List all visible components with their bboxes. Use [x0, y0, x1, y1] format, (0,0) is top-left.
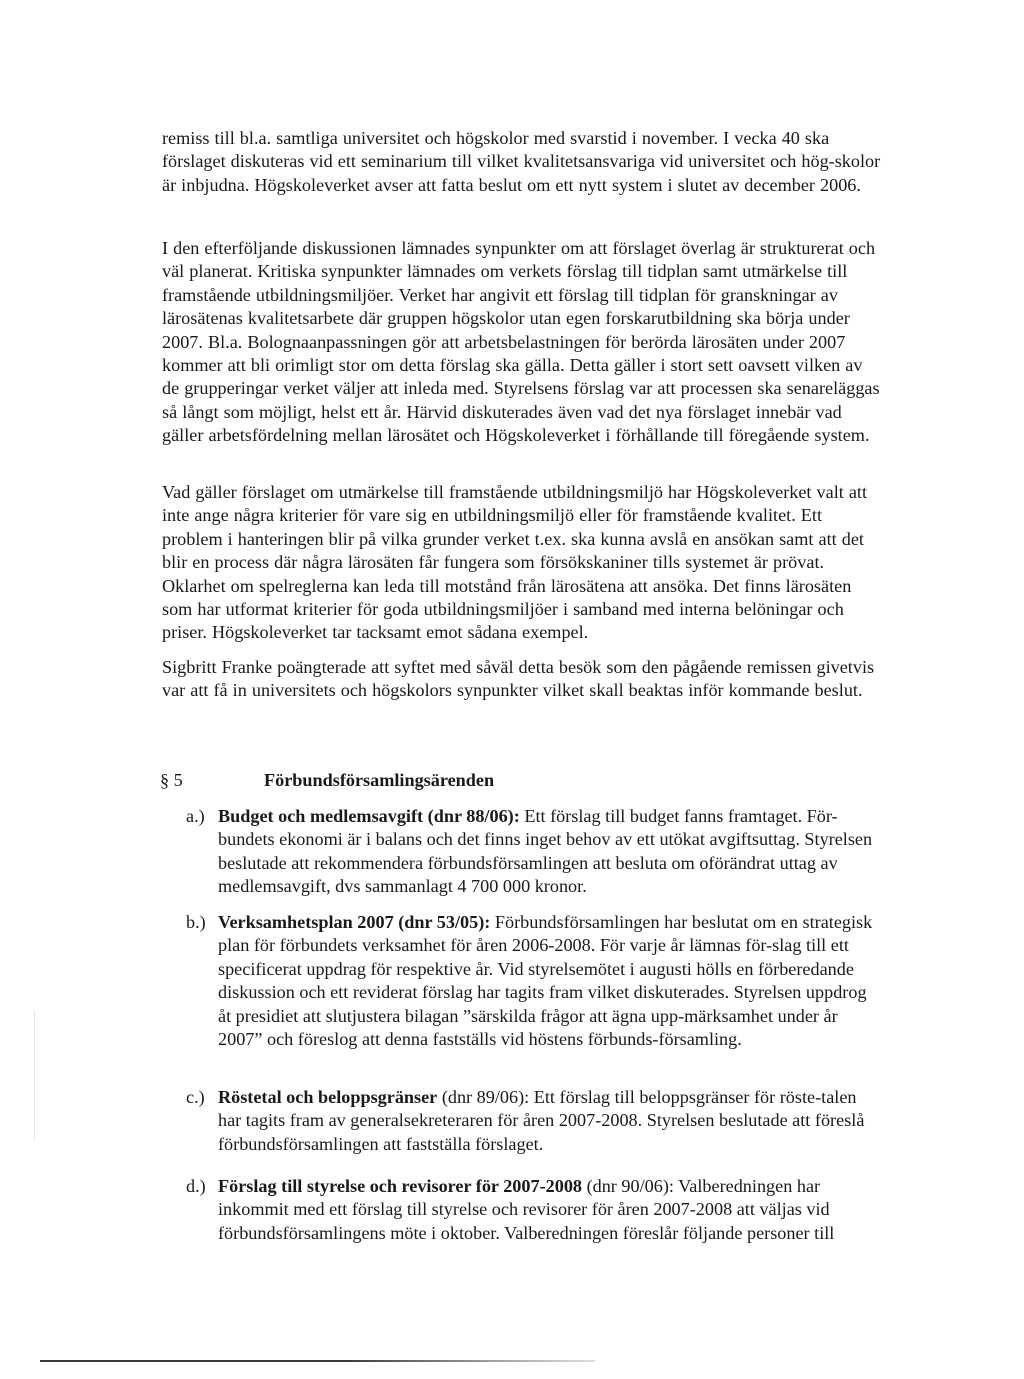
section-number: § 5 — [160, 770, 183, 790]
item-heading: Röstetal och beloppsgränser — [218, 1087, 438, 1107]
section-title: Förbundsförsamlingsärenden — [264, 770, 495, 790]
item-text: Valberedningen har inkommit med ett förslag till styrelse och revisorer för åren 2007-2008 att väljas vid förbundsförsamlingens möte i oktober. Valberedningen föreslår följande personer till — [218, 1176, 835, 1243]
item-body — [218, 1086, 878, 1156]
item-ref: (dnr 53/05): — [393, 912, 491, 932]
item-body — [218, 911, 878, 1051]
item-letter: d.) — [186, 1176, 206, 1196]
footer-rule — [40, 1360, 595, 1362]
item-ref: (dnr 90/06): — [582, 1176, 674, 1196]
paragraph-discussion: I den efterföljande diskussionen lämnades synpunkter om att förslaget överlag är strukturerat och väl planerat. Kritiska synpunkter lämnades om verkets förslag till tidplan samt utmärkelse till framstående utbildningsmiljöer. Verket har angivit ett förslag till tidplan för granskningar av lärosätenas kvalitetsarbete där gruppen högskolor utan egen forskarutbildning ska börja under 2007. Bl.a. Bolognaanpassningen gör att arbetsbelastningen för berörda lärosäten under 2007 kommer att bli orimligt stor om detta förslag ska gälla. Detta gäller i stort sett oavsett vilken av de grupperingar verket väljer att inleda med. Styrelsens förslag var att processen ska senareläggas så långt som möjligt, helst ett år. Härvid diskuterades även vad det nya förslaget innebär vad gäller arbetsfördelning mellan lärosätet och Högskoleverket i förhållande till föregående system. — [162, 238, 880, 446]
section-heading — [160, 768, 880, 792]
item-text: Förbundsförsamlingen har beslutat om en strategisk plan för förbundets verksamhet för åren 2006-2008. För varje år lämnas för-slag till ett specificerat uppdrag för respektive år. Vid styrelsemötet i augusti hölls en förberedande diskussion och ett reviderat förslag har tagits fram vilket diskuterades. Styrelsen uppdrog åt presidiet att slutjustera bilagan ”särskilda frågor att ägna upp-märksamhet under år 2007” och föreslog att denna fastställs vid höstens förbunds-församling. — [218, 912, 873, 1050]
item-body — [218, 805, 878, 899]
item-letter: c.) — [186, 1087, 205, 1107]
item-body — [218, 1175, 878, 1245]
item-ref: (dnr 89/06): — [437, 1087, 530, 1107]
item-letter: a.) — [186, 806, 205, 826]
item-heading: Budget och medlemsavgift — [218, 806, 424, 826]
item-ref: (dnr 88/06): — [423, 806, 520, 826]
paragraph-remiss: remiss till bl.a. samtliga universitet och högskolor med svarstid i november. I vecka 40 ska förslaget diskuteras vid ett seminarium till vilket kvalitetsansvariga vid universitet och hög-skolor är inbjudna. Högskoleverket avser att fatta beslut om ett nytt system i slutet av december 2006. — [162, 128, 881, 195]
paragraph-award: Vad gäller förslaget om utmärkelse till framstående utbildningsmiljö har Högskoleverket valt att inte ange några kriterier för vare sig en utbildningsmiljö eller för framstående kvalitet. Ett problem i hanteringen blir på vilka grunder verket t.ex. ska kunna avslå en ansökan samt att det blir en process där några lärosäten får fungera som försökskaniner tills systemet är prövat. Oklarhet om spelreglerna kan leda till motstånd från lärosätena att ansöka. Det finns lärosäten som har utformat kriterier för goda utbildningsmiljöer i samband med interna belöningar och priser. Högskoleverket tar tacksamt emot sådana exempel. — [162, 482, 868, 643]
paragraph-franke: Sigbritt Franke poängterade att syftet med såväl detta besök som den pågående remissen givetvis var att få in universitets och högskolors synpunkter vilket skall beaktas inför kommande beslut. — [162, 657, 875, 701]
item-heading: Verksamhetsplan 2007 — [218, 912, 394, 932]
item-text: Ett förslag till beloppsgränser för röste-talen har tagits fram av generalsekreteraren för åren 2007-2008. Styrelsen beslutade att föreslå förbundsförsamlingen att fastställa förslaget. — [218, 1087, 865, 1154]
item-heading: Förslag till styrelse och revisorer för 2007-2008 — [218, 1176, 583, 1196]
item-letter: b.) — [186, 912, 206, 932]
scan-margin-line — [34, 1010, 35, 1140]
item-text: Ett förslag till budget fanns framtaget. För-bundets ekonomi är i balans och det finns inget behov av ett utökat avgiftsuttag. Styrelsen beslutade att rekommendera förbundsförsamlingen att besluta om oförändrat uttag av medlemsavgift, dvs sammanlagt 4 700 000 kronor. — [218, 806, 873, 897]
